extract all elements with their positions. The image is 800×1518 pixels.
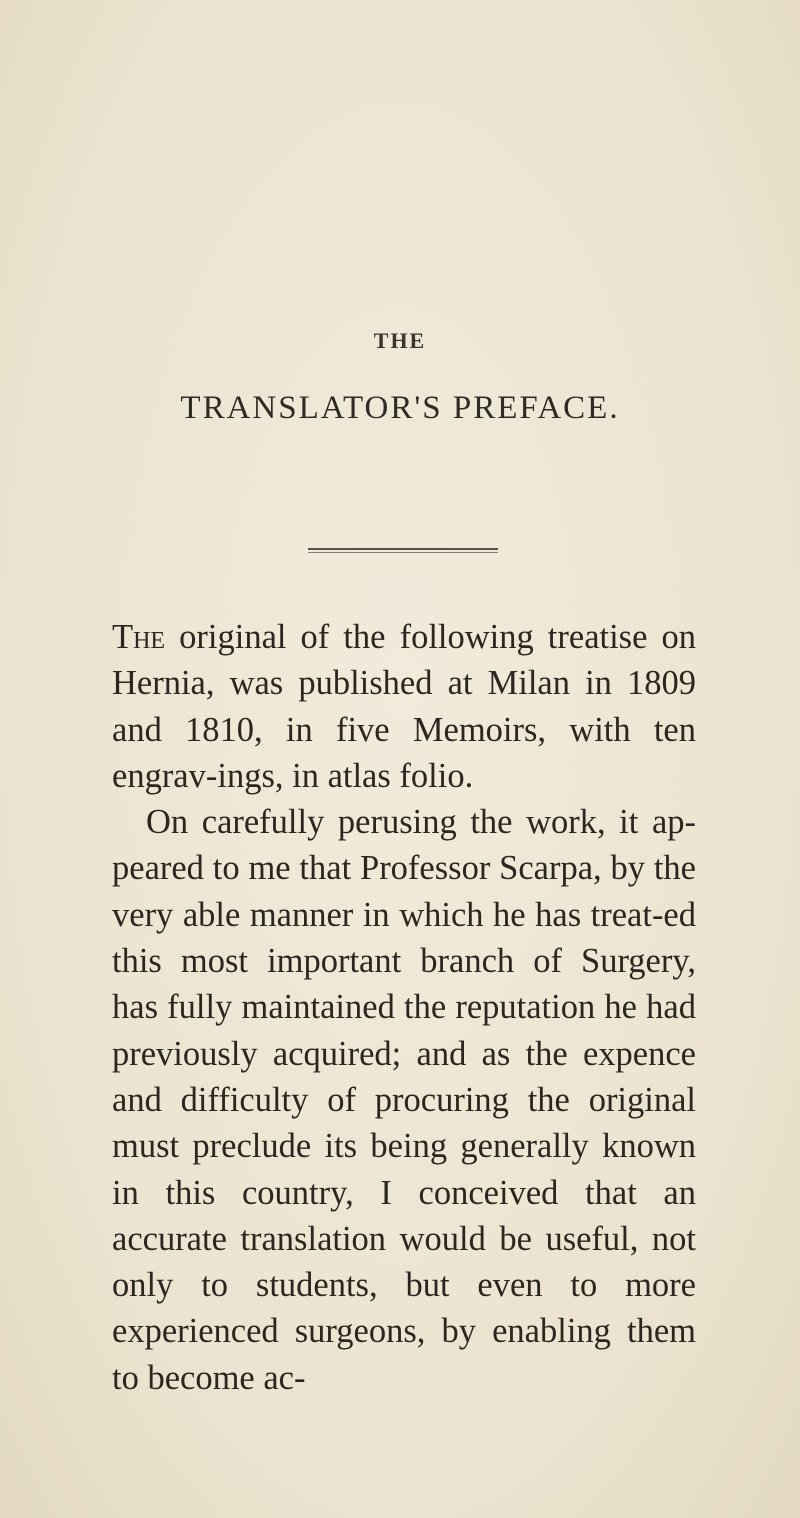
paragraph-1 [112, 614, 696, 799]
paragraph-1-lead: The [112, 618, 166, 656]
paragraph-2 [112, 799, 696, 1401]
page-title: TRANSLATOR'S PREFACE. [180, 390, 620, 426]
preface-body [112, 614, 696, 1401]
paragraph-1-text: original of the following treatise on Hernia, was published at Milan in 1809 and 1810, in five Memoirs, with ten engrav-ings, in atlas folio. [112, 618, 696, 795]
title-divider [308, 548, 498, 553]
paragraph-2-text: On carefully perusing the work, it ap-peared to me that Professor Scarpa, by the very able manner in which he has treat-ed this most important branch of Surgery, has fully maintained the reputation he had previously acquired; and as the expence and difficulty of procuring the original must preclude its being generally known in this country, I conceived that an accurate translation would be useful, not only to students, but even to more experienced surgeons, by enabling them to become ac- [112, 803, 696, 1397]
heading-overline: THE [373, 328, 427, 353]
